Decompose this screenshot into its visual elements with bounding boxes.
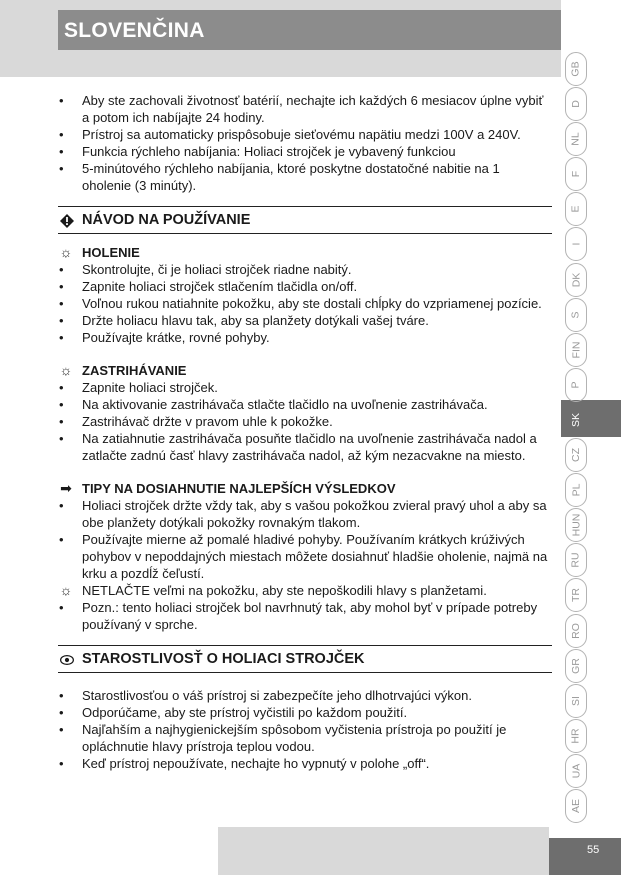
list-item: • Prístroj sa automaticky prispôsobuje sieťovému napätiu medzi 100V a 240V. xyxy=(58,126,552,143)
page-title: SLOVENČINA xyxy=(64,19,205,42)
language-tab-label: SI xyxy=(569,695,582,706)
language-tab-tr[interactable] xyxy=(565,578,587,612)
list-item: • Na zatiahnutie zastrihávača posuňte tlačidlo na uvoľnenie zastrihávača nadol a zatlačte zadnú časť hlavy zastrihávača nadol, až kým nezacvakne na miesto. xyxy=(58,430,552,464)
tips-heading xyxy=(58,480,552,497)
language-tab-label: DK xyxy=(570,272,582,287)
language-tab-label: TR xyxy=(570,588,582,603)
tips-list-2 xyxy=(58,599,552,633)
language-tabs xyxy=(565,52,591,824)
language-tab-f[interactable] xyxy=(565,157,587,191)
language-tab-label: NL xyxy=(570,132,582,146)
language-tab-label: HR xyxy=(569,728,582,744)
list-item: • Aby ste zachovali životnosť batérií, nechajte ich každých 6 mesiacov úplne vybiť a potom ich nabíjajte 24 hodiny. xyxy=(58,92,552,126)
language-tab-pl[interactable] xyxy=(565,473,587,507)
language-tab-label: PL xyxy=(570,483,582,497)
tips-list xyxy=(58,497,552,582)
shaving-title: HOLENIE xyxy=(82,245,140,260)
language-tab-label: RO xyxy=(570,622,582,639)
language-tab-si[interactable] xyxy=(565,684,587,718)
language-tab-label: AE xyxy=(569,798,582,813)
language-tab-d[interactable] xyxy=(565,87,587,121)
list-item: • Funkcia rýchleho nabíjania: Holiaci strojček je vybavený funkciou xyxy=(58,143,552,160)
list-item: • Používajte krátke, rovné pohyby. xyxy=(58,329,552,346)
language-tab-label: FIN xyxy=(569,341,582,359)
language-tab-ae[interactable] xyxy=(565,789,587,823)
list-item: • Odporúčame, aby ste prístroj vyčistili po každom použití. xyxy=(58,704,552,721)
language-tab-dk[interactable] xyxy=(565,263,587,297)
list-item: • Pozn.: tento holiaci strojček bol navrhnutý tak, aby mohol byť v prípade potreby používaný v sprche. xyxy=(58,599,552,633)
section-care-title: STAROSTLIVOSŤ O HOLIACI STROJČEK xyxy=(82,651,365,667)
care-list xyxy=(58,687,552,772)
language-tab-label: GB xyxy=(569,61,582,77)
language-tab-label: GR xyxy=(570,657,582,674)
language-tab-label: P xyxy=(569,381,582,389)
trimming-list xyxy=(58,379,552,464)
language-tab-nl[interactable] xyxy=(565,122,587,156)
language-tab-p[interactable] xyxy=(565,368,587,402)
tips-warning xyxy=(58,582,552,599)
language-tab-label: S xyxy=(569,311,582,319)
language-tab-label: UA xyxy=(570,763,582,779)
list-item: • Starostlivosťou o váš prístroj si zabezpečíte jeho dlhotrvajúci výkon. xyxy=(58,687,552,704)
page-title-bar xyxy=(58,10,561,50)
section-care-heading xyxy=(58,645,552,673)
footer-background xyxy=(218,827,549,875)
list-item: • Holiaci strojček držte vždy tak, aby s vašou pokožkou zvieral pravý uhol a aby sa obe planžety dotýkali pokožky rovnakým tlakom. xyxy=(58,497,552,531)
tips-title: TIPY NA DOSIAHNUTIE NAJLEPŠÍCH VÝSLEDKOV xyxy=(82,481,396,496)
language-tab-gr[interactable] xyxy=(565,649,587,683)
language-tab-sk[interactable] xyxy=(565,403,587,437)
language-tab-label: I xyxy=(569,243,582,246)
trimming-title: ZASTRIHÁVANIE xyxy=(82,363,187,378)
language-tab-label: E xyxy=(569,205,582,213)
list-item: • Zastrihávač držte v pravom uhle k pokožke. xyxy=(58,413,552,430)
tips-warning-text: NETLAČTE veľmi na pokožku, aby ste nepoškodili hlavy s planžetami. xyxy=(82,583,487,598)
intro-list xyxy=(58,92,552,194)
list-item: • Na aktivovanie zastrihávača stlačte tlačidlo na uvoľnenie zastrihávača. xyxy=(58,396,552,413)
language-tab-label: HUN xyxy=(570,513,582,537)
language-tab-ro[interactable] xyxy=(565,614,587,648)
list-item: • Zapnite holiaci strojček. xyxy=(58,379,552,396)
arrow-right-icon: ➡ xyxy=(60,480,72,496)
list-item: • Keď prístroj nepoužívate, nechajte ho vypnutý v polohe „off“. xyxy=(58,755,552,772)
language-tab-gb[interactable] xyxy=(565,52,587,86)
language-tab-i[interactable] xyxy=(565,227,587,261)
list-item: • Skontrolujte, či je holiaci strojček riadne nabitý. xyxy=(58,261,552,278)
list-item: • Držte holiacu hlavu tak, aby sa planžety dotýkali vašej tváre. xyxy=(58,312,552,329)
list-item: • Voľnou rukou natiahnite pokožku, aby ste dostali chĺpky do vzpriamenej pozície. xyxy=(58,295,552,312)
sun-icon: ☼ xyxy=(59,582,73,598)
list-item: • Používajte mierne až pomalé hladivé pohyby. Používaním krátkych krúživých pohybov v nepoddajných miestach môžete dosiahnuť hladšie oholenie, najmä na krku a pozdĺž čeľustí. xyxy=(58,531,552,582)
language-tab-label: RU xyxy=(569,552,582,568)
language-tab-ua[interactable] xyxy=(565,754,587,788)
info-icon xyxy=(60,214,74,228)
trimming-heading xyxy=(58,362,552,379)
shaving-list xyxy=(58,261,552,346)
language-tab-cz[interactable] xyxy=(565,438,587,472)
language-tab-fin[interactable] xyxy=(565,333,587,367)
language-tab-label: CZ xyxy=(570,448,582,463)
language-tab-e[interactable] xyxy=(565,192,587,226)
spacer xyxy=(58,673,552,687)
list-item: • 5-minútového rýchleho nabíjania, ktoré poskytne dostatočné nabitie na 1 oholenie (3 minúty). xyxy=(58,160,552,194)
list-item: • Najľahším a najhygienickejším spôsobom vyčistenia prístroja po použití je opláchnutie hlavy prístroja teplou vodou. xyxy=(58,721,552,755)
list-item: • Zapnite holiaci strojček stlačením tlačidla on/off. xyxy=(58,278,552,295)
language-tab-label: D xyxy=(570,100,582,108)
language-tab-ru[interactable] xyxy=(565,543,587,577)
shaving-heading xyxy=(58,244,552,261)
language-tab-hr[interactable] xyxy=(565,719,587,753)
language-tab-label: F xyxy=(569,171,582,178)
section-usage-heading xyxy=(58,206,552,234)
eye-icon xyxy=(60,653,74,667)
language-tab-label: SK xyxy=(569,412,582,427)
language-tab-hun[interactable] xyxy=(565,508,587,542)
language-tab-s[interactable] xyxy=(565,298,587,332)
page-number-box xyxy=(549,838,621,875)
main-content xyxy=(58,92,552,772)
sun-icon: ☼ xyxy=(59,244,73,260)
section-usage-title: NÁVOD NA POUŽÍVANIE xyxy=(82,212,251,228)
sun-icon: ☼ xyxy=(59,362,73,378)
page-number: 55 xyxy=(587,844,600,856)
